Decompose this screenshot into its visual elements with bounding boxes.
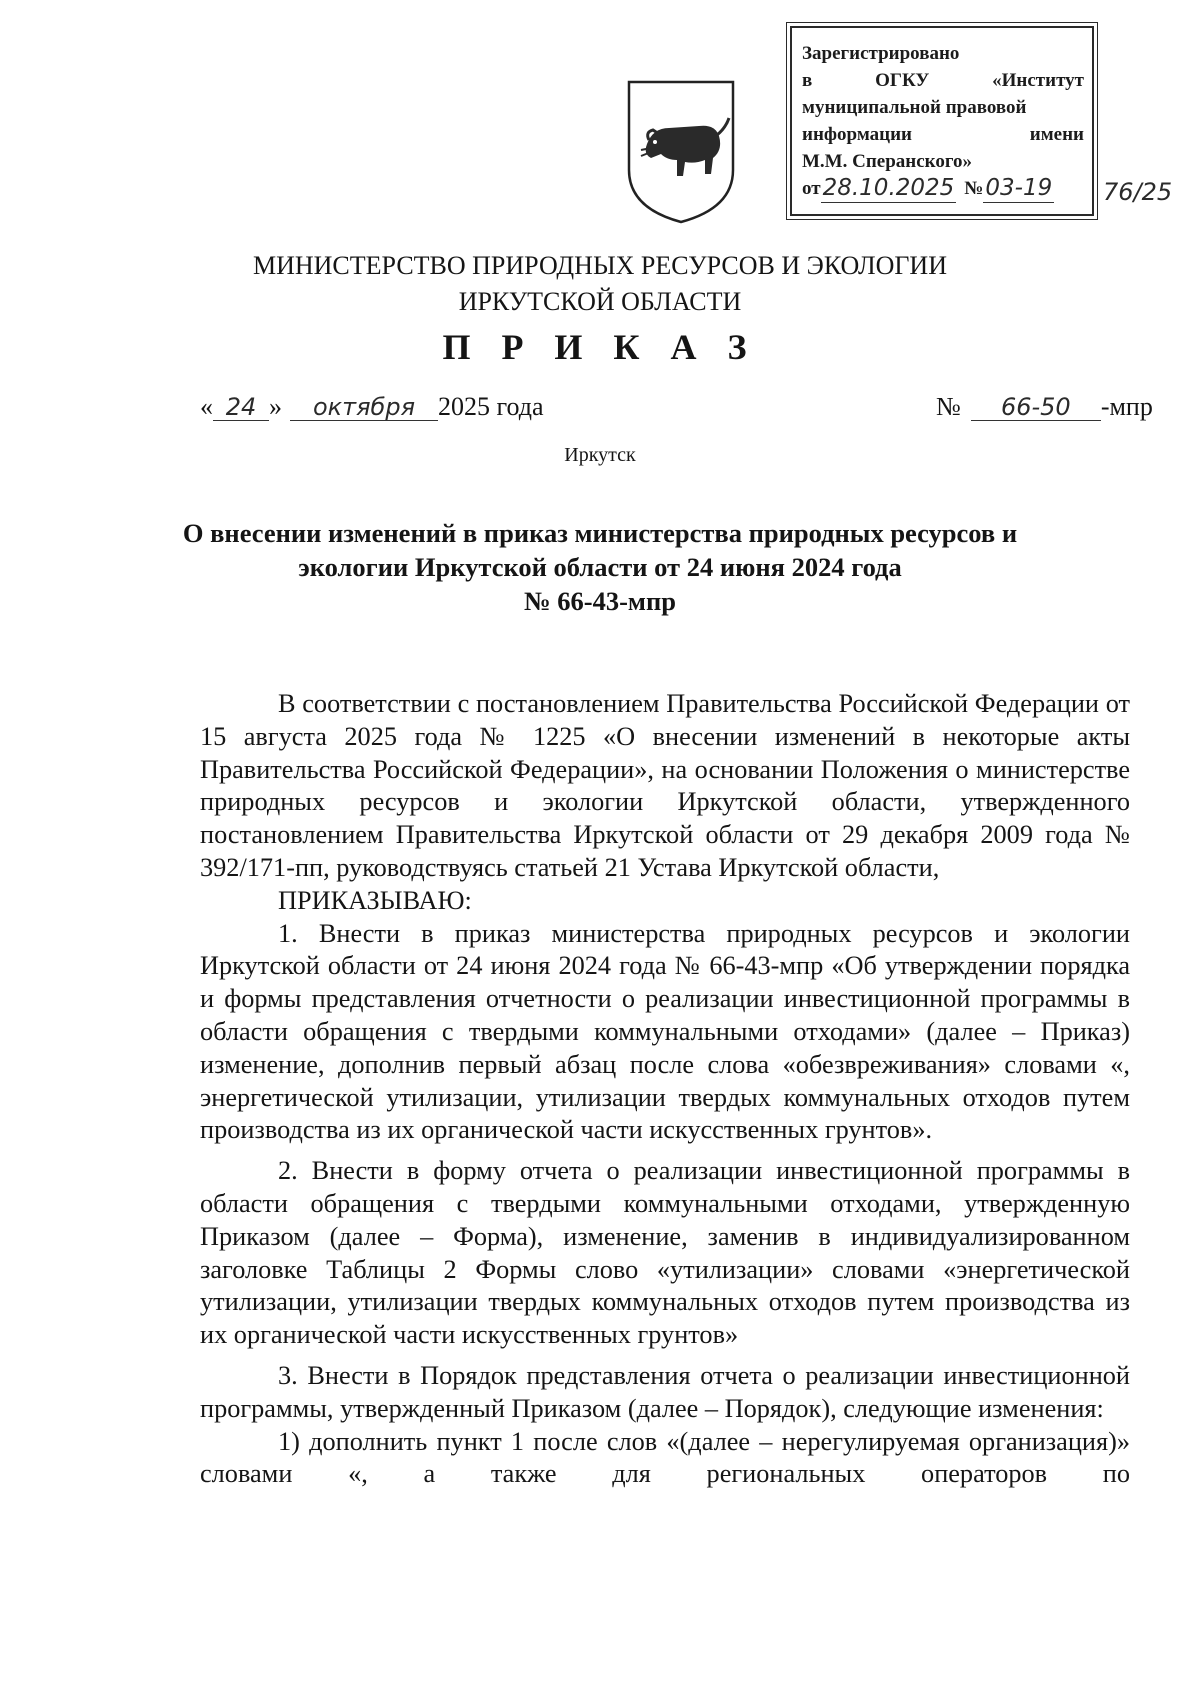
date-open-quote: « [200, 392, 213, 421]
order-number-suffix: -мпр [1100, 392, 1153, 421]
date-day: 24 [213, 394, 269, 421]
order-number [936, 392, 1153, 422]
city: Иркутск [564, 444, 636, 466]
subject-line1: О внесении изменений в приказ министерства природных ресурсов и [182, 518, 1018, 548]
ministry-name-line2: ИРКУТСКОЙ ОБЛАСТИ [458, 287, 742, 316]
item-3-subitem-1-paragraph: 1) дополнить пункт 1 после слов «(далее – нерегулируемая организация)» словами «, а также для региональных операторов по [200, 1426, 1130, 1489]
stamp-line-named: имени [1029, 124, 1084, 145]
stamp-line-registered: Зарегистрировано [802, 43, 960, 64]
stamp-reg-date: 28.10.2025 [822, 175, 955, 201]
stamp-line-information: информации [802, 124, 912, 145]
stamp-num-label: № [964, 178, 984, 199]
document-title: П Р И К А З [442, 327, 758, 367]
stamp-reg-number: 03-19 [985, 175, 1053, 201]
order-number-value: 66-50 [971, 394, 1101, 421]
stamp-from-label: от [802, 178, 821, 199]
order-word: ПРИКАЗЫВАЮ: [278, 885, 472, 915]
item-1-paragraph: 1. Внести в приказ министерства природных ресурсов и экологии Иркутской области от 24 июня 2024 года № 66-43-мпр «Об утверждении порядка и формы представления отчетности о реализации инвестиционной программы в области обращения с твердыми коммунальными отходами» (далее – Приказ) изменение, дополнив первый абзац после слова «обезвреживания» словами «, энергетической утилизации, утилизации твердых коммунальных отходов путем производства из их органической части искусственных грунтов». [200, 918, 1130, 1145]
order-date [200, 392, 544, 422]
stamp-line-municipal: муниципальной правовой [802, 97, 1027, 118]
emblem-icon [625, 78, 737, 226]
document-body [200, 688, 1130, 1491]
subject-line3: № 66-43-мпр [524, 586, 676, 616]
subject-line2: экологии Иркутской области от 24 июня 2024 года [298, 552, 902, 582]
stamp-line-ogku: ОГКУ [875, 70, 930, 91]
date-year: 2025 года [438, 392, 544, 421]
date-month: октября [290, 394, 438, 421]
date-close-quote: » [269, 392, 282, 421]
ministry-name-line1: МИНИСТЕРСТВО ПРИРОДНЫХ РЕСУРСОВ И ЭКОЛОГИИ [252, 251, 947, 280]
stamp-line-in: в [802, 70, 813, 91]
stamp-line-speransky: М.М. Сперанского» [802, 151, 973, 172]
registration-stamp [790, 26, 1094, 216]
item-2-paragraph: 2. Внести в форму отчета о реализации инвестиционной программы в области обращения с твердыми коммунальными отходами, утвержденную Приказом (далее – Форма), изменение, заменив в индивидуализированном заголовке Таблицы 2 Формы слово «утилизации» словами «энергетической утилизации, утилизации твердых коммунальных отходов путем производства из их органической части искусственных грунтов» [200, 1156, 1130, 1350]
order-subject [0, 516, 1200, 618]
stamp-reg-number-tail: 76/25 [1103, 178, 1173, 206]
order-number-label: № [936, 392, 961, 421]
stamp-line-institute: «Институт [992, 70, 1084, 91]
coat-of-arms-emblem [625, 78, 737, 226]
item-3-paragraph: 3. Внести в Порядок представления отчета о реализации инвестиционной программы, утвержденный Приказом (далее – Порядок), следующие изменения: [200, 1360, 1130, 1423]
preamble-paragraph: В соответствии с постановлением Правительства Российской Федерации от 15 августа 2025 года № 1225 «О внесении изменений в некоторые акты Правительства Российской Федерации», на основании Положения о министерстве природных ресурсов и экологии Иркутской области, утвержденного постановлением Правительства Иркутской области от 29 декабря 2009 года № 392/171-пп, руководствуясь статьей 21 Устава Иркутской области, [200, 689, 1130, 882]
ministry-header [0, 248, 1200, 320]
